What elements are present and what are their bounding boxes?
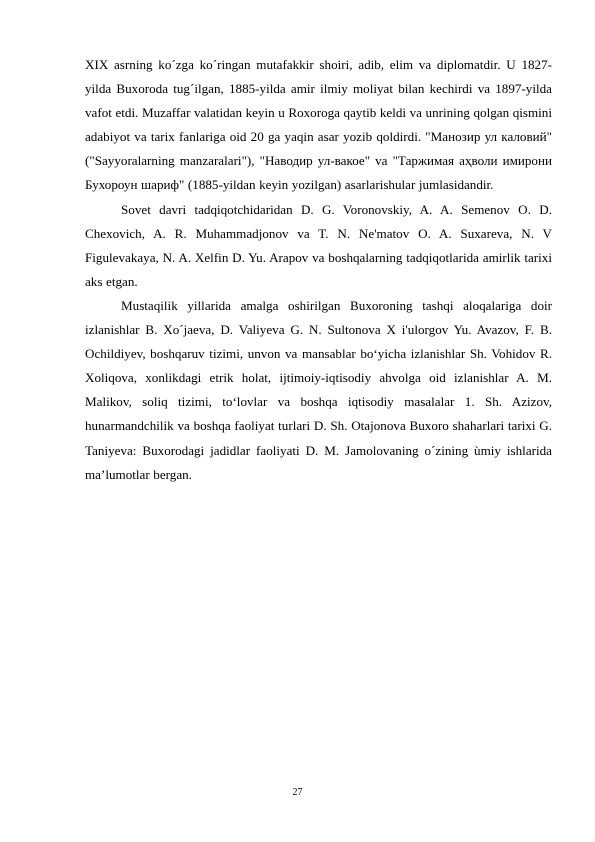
paragraph-2: Sovet davri tadqiqotchidaridan D. G. Voronovskiy, A. A. Semenov O. D. Chexovich, A. R. Muhammadjonov va T. N. Ne'matov O. A. Suxareva, N. V Figulevakaya, N. A. Xelfin D. Yu. Arapov va boshqalarning tadqiqotlarida amirlik tarixi aks etgan. [85,201,552,289]
paragraph-1: XIX asrning ko´zga ko´ringan mutafakkir shoiri, adib, elim va diplomatdir. U 1827-yilda Buxoroda tug´ilgan, 1885-yilda amir ilmiy moliyat bilan kechirdi va 1897-yilda vafot etdi. Muzaffar valatidan keyin u Roxoroga qaytib keldi va unrining qolgan qismini adabiyot va tarix fanlariga oid 20 ga yaqin asar yozib qoldirdi. "Манозир ул каловий" ("Sayyoralarning manzaralari"), "Наводир ул-вакое" va "Таржимая аҳволи имирони Бухороун шариф" (1885-yildan keyin yozilgan) asarlarishular jumlasidandir. [85,57,552,193]
document-body [85,53,552,487]
paragraph-3: Mustaqilik yillarida amalga oshirilgan Buxoroning tashqi aloqalariga doir izlanishlar B. Xo´jaeva, D. Valiyeva G. N. Sultonova X i'ulorgov Yu. Avazov, F. B. Ochildiyev, boshqaruv tizimi, unvon va mansablar bo‘yicha izlanishlar Sh. Vohidov R. Xoliqova, xonlikdagi etrik holat, ijtimoiy-iqtisodiy ahvolga oid izlanishlar A. M. Malikov, soliq tizimi, to‘lovlar va boshqa iqtisodiy masalalar 1. Sh. Azizov, hunarmandchilik va boshqa faoliyat turlari D. Sh. Otajonova Buxoro shaharlari tarixi G. Taniyeva: Buxorodagi jadidlar faoliyati D. M. Jamolovaning o´zining ùmiy ishlarida ma’lumotlar bergan. [85,297,552,482]
page-number: 27 [292,787,303,798]
